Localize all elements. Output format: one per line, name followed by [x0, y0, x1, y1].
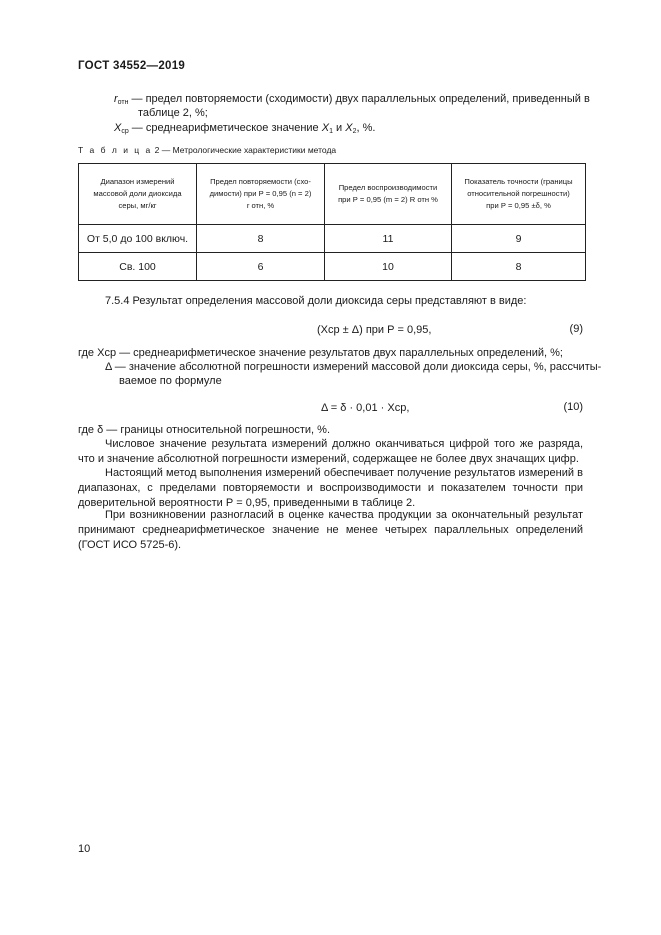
- table-cell: 6: [197, 253, 325, 281]
- table-cell: Св. 100: [79, 253, 197, 281]
- r-symbol: r: [114, 93, 118, 105]
- header-acc-l3: при Р = 0,95 ±δ, %: [486, 201, 551, 210]
- table-cell: 10: [325, 253, 452, 281]
- x-symbol: X: [114, 122, 122, 134]
- x-subscript: ср: [121, 128, 129, 135]
- formula-9-number: (9): [569, 323, 583, 335]
- table-caption: [78, 145, 336, 155]
- x2-subscript: 2: [352, 128, 357, 135]
- header-accuracy: [452, 164, 586, 225]
- x-tail: , %.: [356, 122, 376, 134]
- table-caption-text: 2 — Метрологические характеристики метода: [152, 145, 337, 155]
- header-reproducibility: [325, 164, 452, 225]
- table-caption-prefix: Т а б л и ц а: [78, 145, 153, 155]
- header-repeat-l1: Предел повторяемости (схо-: [210, 177, 311, 186]
- header-range: [79, 164, 197, 225]
- header-range-l1: Диапазон измерений: [100, 177, 175, 186]
- section-heading: 7.5.4 Результат определения массовой доли диоксида серы представляют в виде:: [105, 295, 527, 307]
- header-acc-l2: относительной погрешности): [467, 189, 570, 198]
- where-delta-small: где δ — границы относительной погрешности, %.: [78, 424, 331, 436]
- x-text: — среднеарифметическое значение: [128, 122, 322, 134]
- definition-x: [114, 121, 375, 136]
- definition-r-line2: таблице 2, %;: [138, 107, 208, 119]
- page-number: 10: [78, 843, 91, 855]
- metrology-table: [78, 163, 586, 281]
- x2-symbol: X: [345, 122, 353, 134]
- where-delta: Δ — значение абсолютной погрешности измерений массовой доли диоксида серы, %, рассчиты-: [105, 361, 602, 373]
- where-delta-cont: ваемое по формуле: [119, 375, 222, 387]
- table-row: [79, 253, 586, 281]
- table-cell: 8: [197, 225, 325, 253]
- formula-10: Δ = δ · 0,01 · Xср,: [321, 402, 410, 414]
- header-acc-l1: Показатель точности (границы: [464, 177, 573, 186]
- where-xcp: где Xср — среднеарифметическое значение результатов двух параллельных определений, %;: [78, 347, 563, 359]
- table-cell: От 5,0 до 100 включ.: [79, 225, 197, 253]
- table-header-row: [79, 164, 586, 225]
- paragraph-1: Числовое значение результата измерений должно оканчиваться цифрой того же разряда, что и значение абсолютной погрешности измерений, содержащее не более двух значащих цифр.: [78, 438, 583, 465]
- formula-10-number: (10): [563, 401, 583, 413]
- table-cell: 9: [452, 225, 586, 253]
- paragraph-2: Настоящий метод выполнения измерений обеспечивает получение результатов измерений в диапазонах, с пределами повторяемости и воспроизводимости и показателем точности при доверительной вероятности Р = 0,95, приведенными в таблице 2.: [78, 467, 583, 509]
- header-repeat-l3: r отн, %: [246, 201, 275, 210]
- table-cell: 11: [325, 225, 452, 253]
- paragraph-3: При возникновении разногласий в оценке качества продукции за окончательный результат принимают среднеарифметическое значение не менее четырех параллельных определений (ГОСТ ИСО 5725-6).: [78, 509, 583, 551]
- header-repro-l2: при Р = 0,95 (m = 2) R отн %: [338, 195, 438, 204]
- table-cell: 8: [452, 253, 586, 281]
- definition-r-line1: [114, 92, 590, 107]
- table-row: [79, 225, 586, 253]
- formula-9: (Xср ± Δ) при Р = 0,95,: [317, 324, 432, 336]
- header-repro-l1: Предел воспроизводимости: [338, 183, 438, 192]
- and-word: и: [332, 122, 346, 134]
- r-text-1: — предел повторяемости (сходимости) двух параллельных определений, приведенный в: [128, 93, 590, 105]
- document-code: ГОСТ 34552—2019: [78, 60, 186, 72]
- header-range-l3: серы, мг/кг: [118, 201, 157, 210]
- header-repeat-l2: димости) при Р = 0,95 (n = 2): [209, 189, 312, 198]
- x1-symbol: X: [321, 122, 330, 134]
- header-range-l2: массовой доли диоксида: [93, 189, 182, 198]
- header-repeatability: [197, 164, 325, 225]
- x1-subscript: 1: [329, 128, 333, 135]
- r-subscript: отн: [117, 99, 129, 106]
